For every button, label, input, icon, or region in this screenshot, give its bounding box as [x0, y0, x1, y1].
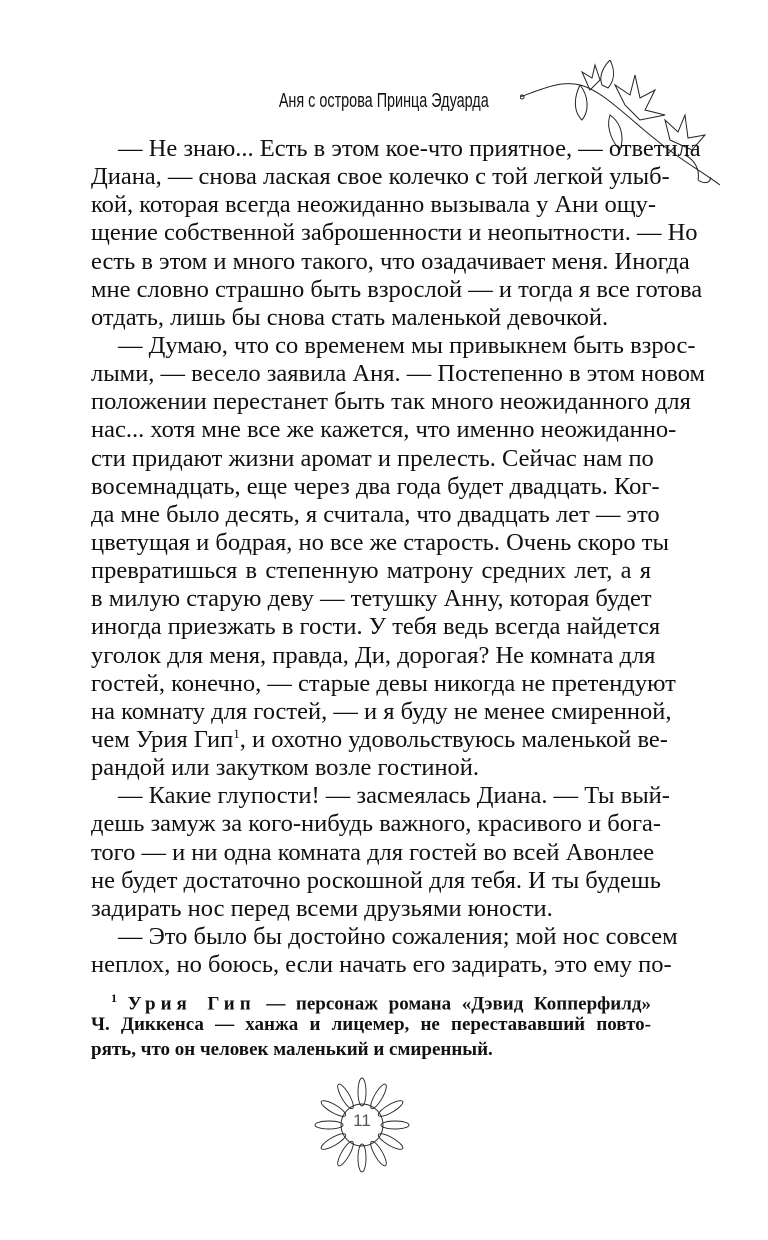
text-line: Диана, — снова лаская свое колечко с той легкой улыб-	[91, 163, 670, 191]
text-line: гостей, конечно, — старые девы никогда не претендуют	[91, 669, 676, 697]
sun-petal	[358, 1078, 366, 1106]
text-line: мне словно страшно быть взрослой — и тогда я все готова	[91, 275, 703, 303]
footnote	[91, 986, 651, 1063]
text-line: не будет достаточно роскошной для тебя. И ты будешь	[91, 866, 661, 894]
text-line: — Какие глупости! — засмеялась Диана. — Ты вый-	[118, 782, 670, 810]
text-line: щение собственной заброшенности и неопытности. — Но	[91, 219, 698, 247]
text-line: превратишься в степенную матрону средних лет, а я	[91, 557, 651, 585]
text-line: есть в этом и много такого, что озадачивает меня. Иногда	[91, 247, 690, 275]
footnote-line: Ч. Диккенса — ханжа и лицемер, не перестававший повто-	[91, 1013, 651, 1035]
footnote-line: $^1$ Урия Гип — персонаж романа «Дэвид Копперфилд»	[111, 991, 652, 1015]
text-line: уголок для меня, правда, Ди, дорогая? Не комната для	[91, 641, 656, 669]
text-line: цветущая и бодрая, но все же старость. Очень скоро ты	[91, 528, 669, 556]
text-line: нас... хотя мне все же кажется, что именно неожиданно-	[91, 416, 677, 444]
text-line: иногда приезжать в гости. У тебя ведь всегда найдется	[91, 613, 661, 641]
text-line: того — и ни одна комната для гостей во всей Авонлее	[91, 838, 655, 866]
text-line: кой, которая всегда неожиданно вызывала у Ани ощу-	[91, 191, 657, 219]
text-line: в милую старую деву — тетушку Анну, которая будет	[91, 585, 652, 613]
text-line: сти придают жизни аромат и прелесть. Сейчас нам по	[91, 444, 654, 472]
footnote-reference[interactable]: 1	[233, 725, 240, 741]
text-line: восемнадцать, еще через два года будет двадцать. Ког-	[91, 472, 660, 500]
text-line: задирать нос перед всеми друзьями юности.	[91, 894, 553, 922]
running-header: Аня с острова Принца Эдуарда	[279, 90, 489, 112]
text-line: отдать, лишь бы снова стать маленькой девочкой.	[91, 303, 609, 331]
text-line: неплох, но боюсь, если начать его задирать, это ему по-	[91, 951, 672, 979]
body-text	[91, 135, 706, 979]
text-line: дешь замуж за кого-нибудь важного, красивого и бога-	[91, 810, 662, 838]
text-line: на комнату для гостей, — и я буду не менее смиренной,	[91, 697, 672, 725]
footnote-line: рять, что он человек маленький и смиренный.	[91, 1039, 493, 1060]
text-line: — Это было бы достойно сожаления; мой нос совсем	[118, 922, 678, 950]
text-line: да мне было десять, я считала, что двадцать лет — это	[91, 500, 660, 528]
text-line: чем Урия Гип$^1$, и охотно удовольствуюсь маленькой ве-	[91, 725, 668, 753]
sun-petal	[358, 1144, 366, 1172]
text-line: положении перестанет быть так много неожиданного для	[91, 388, 691, 416]
text-line: рандой или закутком возле гостиной.	[91, 754, 480, 782]
text-line: лыми, — весело заявила Аня. — Постепенно в этом новом	[91, 360, 706, 388]
page-number: 11	[353, 1111, 371, 1130]
text-line: — Думаю, что со временем мы привыкнем быть взрос-	[118, 331, 696, 359]
text-line: — Не знаю... Есть в этом кое-что приятное, — ответила	[118, 135, 701, 162]
